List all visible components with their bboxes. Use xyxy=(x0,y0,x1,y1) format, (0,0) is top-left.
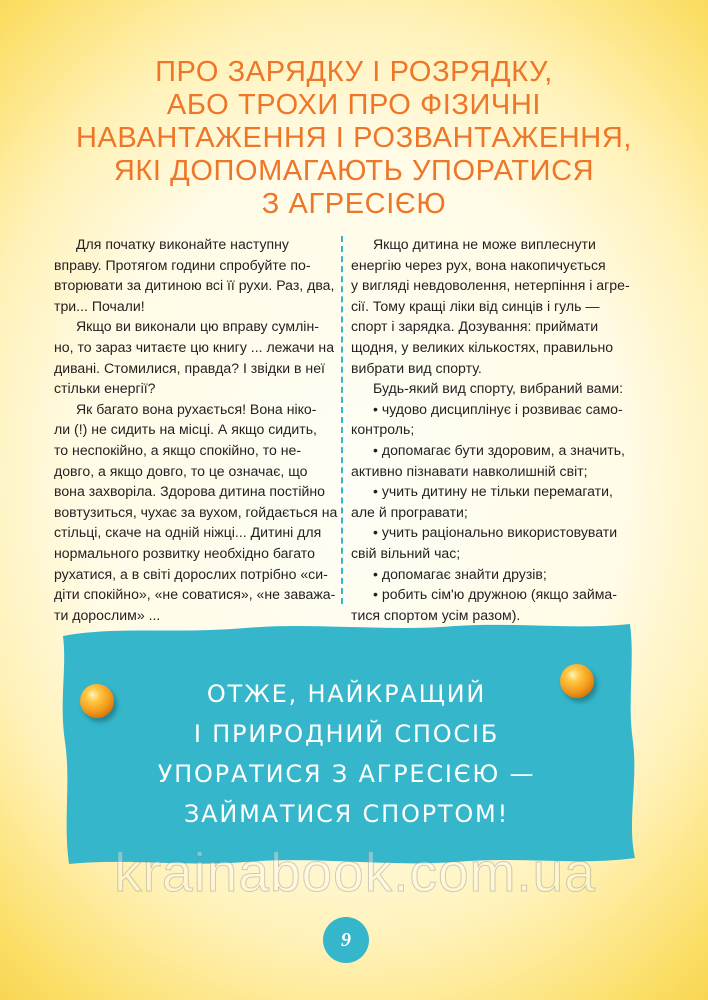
text-line: • допомагає бути здоровим, а значить, xyxy=(373,441,625,458)
text-line: вторювати за дитиною всі її рухи. Раз, два, xyxy=(54,277,335,294)
page-number-badge: 9 xyxy=(323,917,369,963)
text-line: Для початку виконайте наступну xyxy=(76,236,289,252)
column-divider xyxy=(341,236,343,604)
conclusion-banner xyxy=(55,622,638,867)
banner-text xyxy=(55,674,638,834)
text-line: стільки енергії? xyxy=(54,380,156,397)
text-line: Якщо ви виконали цю вправу сумлін- xyxy=(76,318,319,335)
text-line: стільці, скаче на одній ніжці... Дитині для xyxy=(54,524,322,541)
text-line: рухатися, а в світі дорослих потрібно «си- xyxy=(54,565,328,582)
text-line: • допомагає знайти друзів; xyxy=(373,565,547,582)
text-line: вовтузиться, чухає за вухом, гойдається на xyxy=(54,503,338,520)
title-line: З АГРЕСІЄЮ xyxy=(261,188,447,220)
text-line: дивані. Стомилися, правда? І звідки в неї xyxy=(54,359,325,376)
text-line: вправу. Протягом години спробуйте по- xyxy=(54,256,311,273)
watermark: krainabook.com.ua xyxy=(114,841,596,903)
text-line: три... Почали! xyxy=(54,297,145,314)
text-line: • учить дитину не тільки перемагати, xyxy=(373,483,613,500)
text-line: • учить раціонально використовувати xyxy=(373,524,618,541)
banner-line: І ПРИРОДНИЙ СПОСІБ xyxy=(193,720,500,748)
banner-line: УПОРАТИСЯ З АГРЕСІЄЮ — xyxy=(157,760,536,788)
text-line: сії. Тому кращі ліки від синців і гуль — xyxy=(351,297,600,314)
text-line: • робить сім'ю дружною (якщо займа- xyxy=(373,586,617,603)
right-text-column xyxy=(351,234,634,625)
text-line: але й програвати; xyxy=(351,503,468,520)
title-line: НАВАНТАЖЕННЯ І РОЗВАНТАЖЕННЯ, xyxy=(75,122,633,154)
text-line: свій вільний час; xyxy=(351,544,461,561)
text-line: у вигляді невдоволення, нетерпіння і агре- xyxy=(351,277,630,294)
text-line: Будь-який вид спорту, вибраний вами: xyxy=(373,380,624,397)
text-line: ти дорослим» ... xyxy=(54,606,161,623)
banner-line: ОТЖЕ, НАЙКРАЩИЙ xyxy=(206,680,487,708)
text-line: довго, а якщо довго, то це означає, що xyxy=(54,462,308,479)
text-line: активно пізнавати навколишній світ; xyxy=(351,462,588,479)
title-line: ЯКІ ДОПОМАГАЮТЬ УПОРАТИСЯ xyxy=(113,155,595,187)
text-line: вона захворіла. Здорова дитина постійно xyxy=(54,483,325,500)
text-line: щодня, у великих кількостях, правильно xyxy=(351,338,614,355)
text-line: вибрати вид спорту. xyxy=(351,359,482,376)
text-line: спорт і зарядка. Дозування: приймати xyxy=(351,318,599,335)
banner-line: ЗАЙМАТИСЯ СПОРТОМ! xyxy=(183,800,509,828)
text-line: • чудово дисциплінує і розвиває само- xyxy=(373,400,623,417)
text-line: енергію через рух, вона накопичується xyxy=(351,256,606,273)
page-title xyxy=(60,56,648,221)
text-line: Як багато вона рухається! Вона ніко- xyxy=(76,400,317,417)
text-line: діти спокійно», «не соватися», «не заважа- xyxy=(54,586,336,603)
text-line: контроль; xyxy=(351,421,415,438)
text-line: тися спортом усім разом). xyxy=(351,606,521,623)
pushpin-icon xyxy=(80,684,114,718)
title-line: ПРО ЗАРЯДКУ І РОЗРЯДКУ, xyxy=(155,56,553,88)
text-line: ли (!) не сидить на місці. А якщо сидить, xyxy=(54,421,317,438)
text-line: нормального розвитку необхідно багато xyxy=(54,544,315,561)
title-line: АБО ТРОХИ ПРО ФІЗИЧНІ xyxy=(166,89,542,121)
text-line: Якщо дитина не може виплеснути xyxy=(373,236,596,252)
text-line: то неспокійно, а якщо спокійно, то не- xyxy=(54,441,302,458)
text-line: но, то зараз читаєте цю книгу ... лежачи на xyxy=(54,338,335,355)
left-text-column xyxy=(54,234,337,625)
pushpin-icon xyxy=(560,664,594,698)
